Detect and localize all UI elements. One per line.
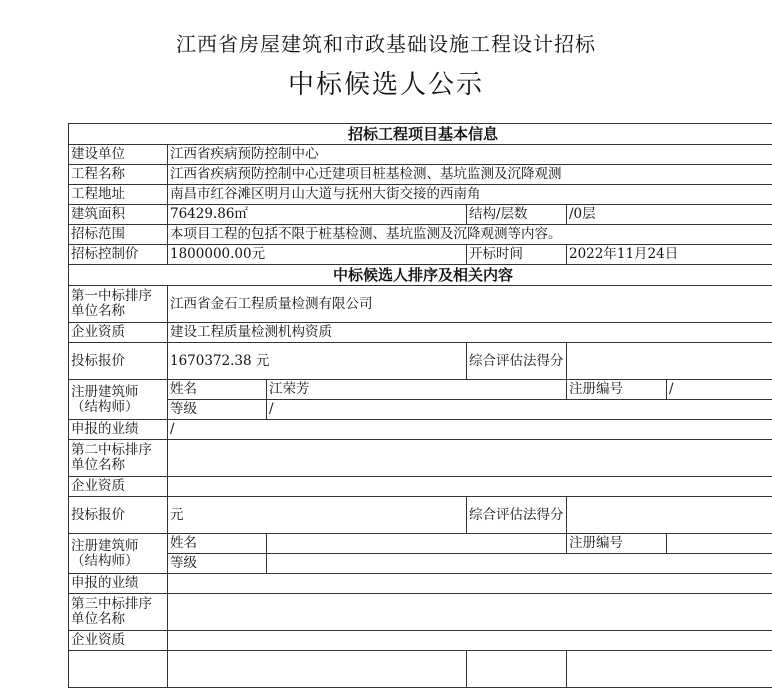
engineer-label: 注册建筑师（结构师） [69, 534, 168, 574]
second-candidate-eval-score [567, 497, 772, 534]
bid-info-table [68, 123, 772, 688]
grade-label: 等级 [168, 554, 267, 574]
bid-price-label: 投标报价 [69, 343, 168, 380]
address-label: 工程地址 [69, 185, 168, 205]
third-candidate-company [168, 594, 772, 631]
first-candidate-grade: / [267, 400, 772, 420]
third-candidate-eval-score [567, 651, 772, 688]
document-title-line1: 江西省房屋建筑和市政基础设施工程设计招标 [0, 28, 772, 57]
performance-label: 申报的业绩 [69, 420, 168, 440]
second-candidate-qualification [168, 477, 772, 497]
first-candidate-reg-no: / [667, 380, 772, 400]
first-candidate-company: 江西省金石工程质量检测有限公司 [168, 286, 772, 323]
section2-header: 中标候选人排序及相关内容 [69, 265, 772, 286]
open-time-label: 开标时间 [467, 245, 567, 265]
second-candidate-performance [168, 574, 772, 594]
reg-no-label: 注册编号 [567, 380, 667, 400]
third-candidate-label: 第三中标排序单位名称 [69, 594, 168, 631]
area-label: 建筑面积 [69, 205, 168, 225]
qualification-label: 企业资质 [69, 631, 168, 651]
structure-label: 结构/层数 [467, 205, 567, 225]
first-candidate-label: 第一中标排序单位名称 [69, 286, 168, 323]
reg-no-label: 注册编号 [567, 534, 667, 554]
eval-score-label: 综合评估法得分 [467, 343, 567, 380]
bid-price-label: 投标报价 [69, 497, 168, 534]
first-candidate-engineer-name: 江荣芳 [267, 380, 567, 400]
first-candidate-performance: / [168, 420, 772, 440]
first-candidate-bid-price: 1670372.38 元 [168, 343, 467, 380]
name-label: 姓名 [168, 380, 267, 400]
owner-label: 建设单位 [69, 145, 168, 165]
structure-value: /0层 [567, 205, 772, 225]
eval-score-label: 综合评估法得分 [467, 497, 567, 534]
third-candidate-bid-price [168, 651, 467, 688]
document-title-line2: 中标候选人公示 [0, 64, 772, 101]
qualification-label: 企业资质 [69, 323, 168, 343]
eval-score-label [467, 651, 567, 688]
project-value: 江西省疾病预防控制中心迁建项目桩基检测、基坑监测及沉降观测 [168, 165, 772, 185]
scope-value: 本项目工程的包括不限于桩基检测、基坑监测及沉降观测等内容。 [168, 225, 772, 245]
grade-label: 等级 [168, 400, 267, 420]
second-candidate-engineer-name [267, 534, 567, 554]
price-limit-value: 1800000.00元 [168, 245, 467, 265]
price-limit-label: 招标控制价 [69, 245, 168, 265]
second-candidate-label: 第二中标排序单位名称 [69, 440, 168, 477]
qualification-label: 企业资质 [69, 477, 168, 497]
area-value: 76429.86㎡ [168, 205, 467, 225]
third-candidate-qualification [168, 631, 772, 651]
second-candidate-bid-price: 元 [168, 497, 467, 534]
second-candidate-company [168, 440, 772, 477]
project-label: 工程名称 [69, 165, 168, 185]
first-candidate-qualification: 建设工程质量检测机构资质 [168, 323, 772, 343]
section1-header: 招标工程项目基本信息 [69, 124, 772, 145]
performance-label: 申报的业绩 [69, 574, 168, 594]
bid-price-label [69, 651, 168, 688]
engineer-label: 注册建筑师（结构师） [69, 380, 168, 420]
scope-label: 招标范围 [69, 225, 168, 245]
address-value: 南昌市红谷滩区明月山大道与抚州大街交接的西南角 [168, 185, 772, 205]
first-candidate-eval-score [567, 343, 772, 380]
second-candidate-grade [267, 554, 772, 574]
owner-value: 江西省疾病预防控制中心 [168, 145, 772, 165]
name-label: 姓名 [168, 534, 267, 554]
open-time-value: 2022年11月24日 [567, 245, 772, 265]
second-candidate-reg-no [667, 534, 772, 554]
